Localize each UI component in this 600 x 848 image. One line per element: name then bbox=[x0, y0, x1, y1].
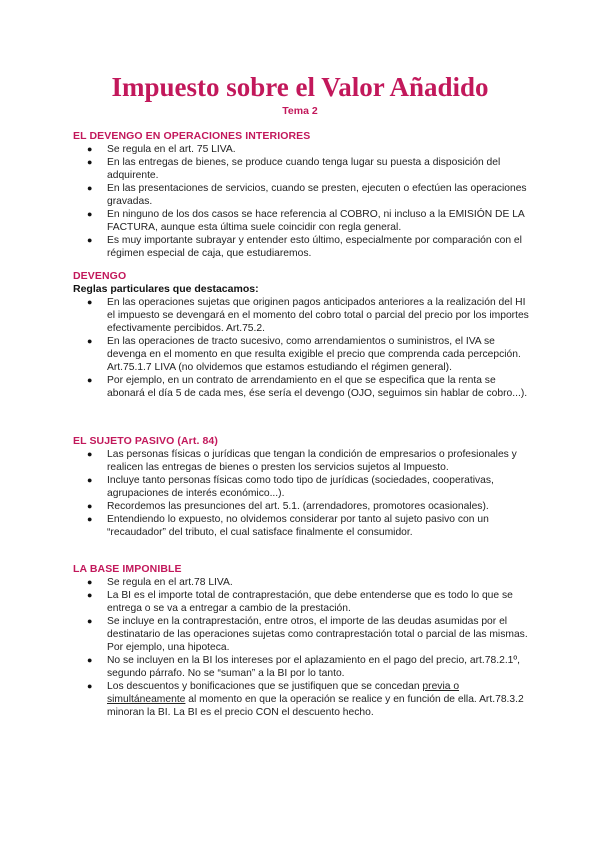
section-subheading: Reglas particulares que destacamos: bbox=[73, 283, 259, 295]
bullet-icon: ● bbox=[87, 235, 93, 245]
list-item: ● En las presentaciones de servicios, cuando se presten, ejecuten o efectúen las operaciones gravadas. bbox=[87, 183, 527, 207]
page-subtitle: Tema 2 bbox=[282, 105, 318, 117]
list-item: ● Se incluye en la contraprestación, entre otros, el importe de las deudas asumidas por el destinatario de las operaciones sujetas como contraprestación total o parcial de las mismas. Por ejemplo, una hipoteca. bbox=[87, 616, 528, 653]
bullet-icon: ● bbox=[87, 336, 93, 346]
bullet-icon: ● bbox=[87, 616, 93, 626]
section-heading: EL DEVENGO EN OPERACIONES INTERIORES bbox=[73, 130, 311, 142]
section-devengo-operaciones-interiores bbox=[73, 130, 533, 260]
section-devengo bbox=[73, 270, 533, 400]
list-item: ● Recordemos las presunciones del art. 5.1. (arrendadores, promotores ocasionales). bbox=[87, 501, 489, 512]
list-item: ● En las entregas de bienes, se produce cuando tenga lugar su puesta a disposición del adquirente. bbox=[87, 157, 501, 181]
list-item: ● Los descuentos y bonificaciones que se justifiquen que se concedan previa o simultáneamente al momento en que la operación se realice y en función de ella. Art.78.3.2 minoran la BI. La BI es el precio CON el descuento hecho. bbox=[87, 681, 524, 718]
list-item: ● Las personas físicas o jurídicas que tengan la condición de empresarios o profesionales y realicen las entregas de bienes o presten los servicios sujetos al Impuesto. bbox=[87, 449, 517, 473]
bullet-icon: ● bbox=[87, 144, 93, 154]
list-item: ● En ninguno de los dos casos se hace referencia al COBRO, ni incluso a la EMISIÓN DE LA FACTURA, aunque esta última suele coincidir con regla general. bbox=[87, 209, 525, 233]
bullet-icon: ● bbox=[87, 501, 93, 511]
bullet-list bbox=[73, 448, 533, 539]
page-title: Impuesto sobre el Valor Añadido bbox=[111, 72, 489, 102]
list-item: ● Es muy importante subrayar y entender esto último, especialmente por comparación con el régimen especial de caja, que estudiaremos. bbox=[87, 235, 522, 259]
list-item: ● Se regula en el art. 75 LIVA. bbox=[87, 144, 236, 155]
bullet-icon: ● bbox=[87, 209, 93, 219]
list-item: ● En las operaciones sujetas que originen pagos anticipados anteriores a la realización del HI el impuesto se devengará en el momento del cobro total o parcial del precio por los importes efectivamente percibidos. Art.75.2. bbox=[87, 297, 529, 334]
bullet-icon: ● bbox=[87, 590, 93, 600]
section-heading: DEVENGO bbox=[73, 270, 127, 282]
bullet-list bbox=[73, 296, 533, 400]
bullet-list bbox=[73, 143, 533, 260]
list-item: ● En las operaciones de tracto sucesivo, como arrendamientos o suministros, el IVA se devenga en el momento en que resulta exigible el precio que comprenda cada percepción. Art.75.1.7 LIVA (no olvidemos que estamos estudiando el régimen general). bbox=[87, 336, 521, 373]
bullet-icon: ● bbox=[87, 681, 93, 691]
bullet-icon: ● bbox=[87, 475, 93, 485]
list-item: ● Por ejemplo, en un contrato de arrendamiento en el que se especifica que la renta se abonará el día 5 de cada mes, ése sería el devengo (OJO, seguimos sin hablar de cobro...). bbox=[87, 375, 528, 399]
list-item: ● Se regula en el art.78 LIVA. bbox=[87, 577, 233, 588]
underlined-text: previa o simultáneamente bbox=[107, 681, 460, 705]
list-item: ● Entendiendo lo expuesto, no olvidemos considerar por tanto al sujeto pasivo con un “recaudador” del tributo, el cual satisface finalmente el consumidor. bbox=[87, 514, 489, 538]
section-base-imponible bbox=[73, 563, 533, 719]
section-heading: LA BASE IMPONIBLE bbox=[73, 563, 182, 575]
bullet-icon: ● bbox=[87, 375, 93, 385]
section-sujeto-pasivo bbox=[73, 435, 533, 539]
bullet-icon: ● bbox=[87, 449, 93, 459]
bullet-icon: ● bbox=[87, 514, 93, 524]
list-item: ● No se incluyen en la BI los intereses por el aplazamiento en el pago del precio, art.78.2.1º, segundo párrafo. No se “suman” a la BI por lo tanto. bbox=[87, 655, 521, 679]
bullet-icon: ● bbox=[87, 297, 93, 307]
list-item: ● La BI es el importe total de contraprestación, que debe entenderse que es todo lo que se entrega o se va a entregar a cambio de la prestación. bbox=[87, 590, 513, 614]
bullet-icon: ● bbox=[87, 183, 93, 193]
bullet-icon: ● bbox=[87, 157, 93, 167]
bullet-icon: ● bbox=[87, 577, 93, 587]
bullet-list bbox=[73, 576, 533, 719]
list-item: ● Incluye tanto personas físicas como todo tipo de jurídicas (sociedades, cooperativas, agrupaciones de interés económico...). bbox=[87, 475, 494, 499]
bullet-icon: ● bbox=[87, 655, 93, 665]
section-heading: EL SUJETO PASIVO (Art. 84) bbox=[73, 435, 218, 447]
